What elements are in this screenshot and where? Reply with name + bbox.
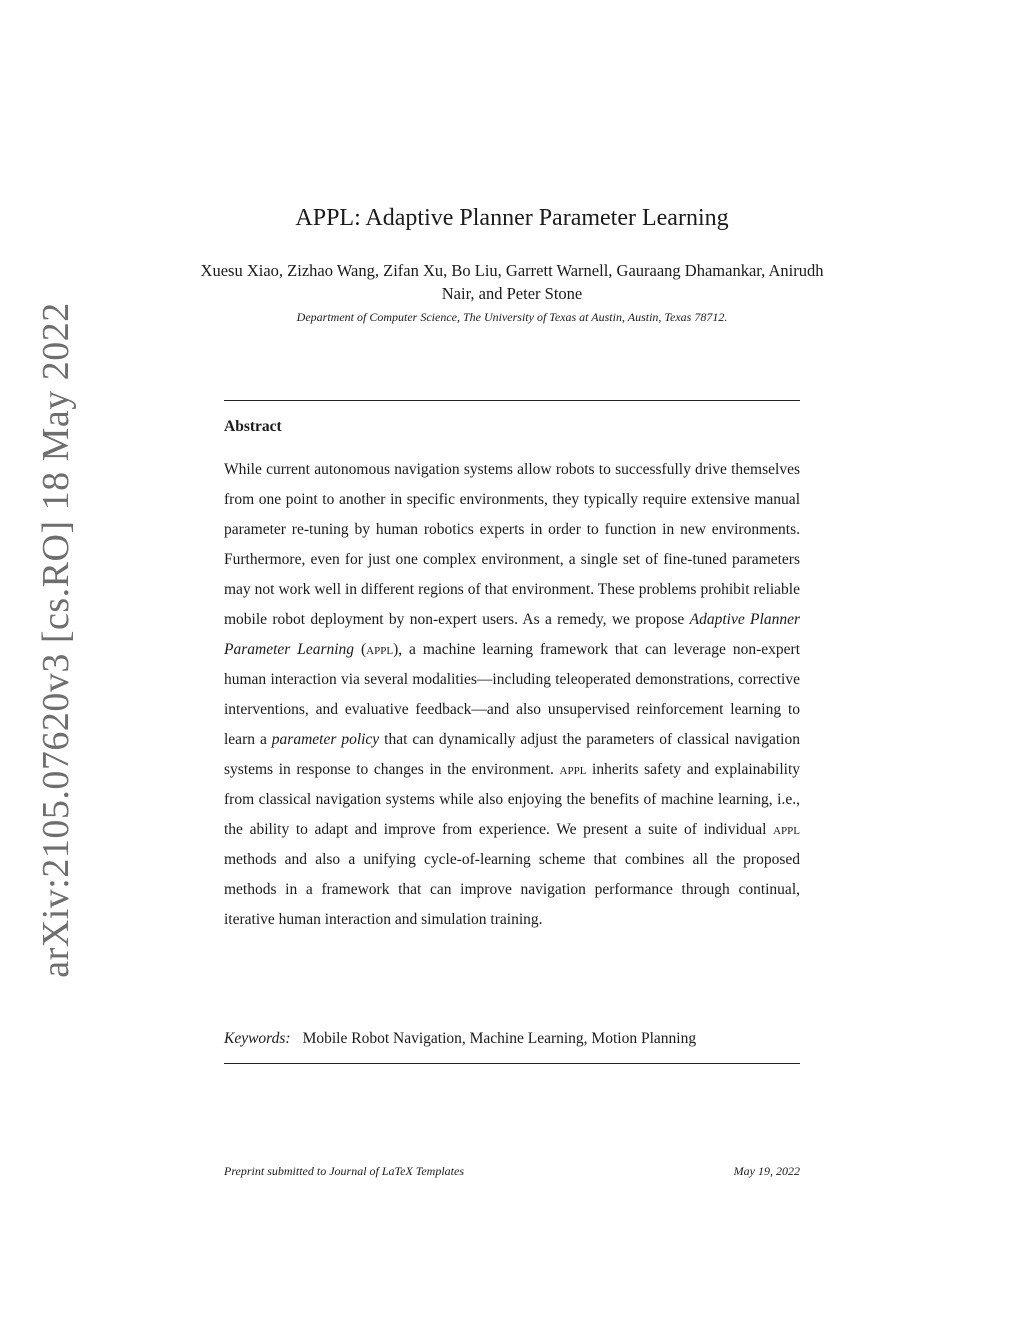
abstract-top-rule (224, 400, 800, 401)
abstract-acronym: appl (366, 641, 394, 658)
keywords-text: Mobile Robot Navigation, Machine Learning, Motion Planning (302, 1030, 697, 1047)
abstract-heading: Abstract (224, 418, 282, 435)
abstract-text: While current autonomous navigation systems allow robots to successfully drive themselves from one point to another in specific environments, they typically require extensive manual parameter re-tuning by human robotics experts in order to function in new environments. Furthermore, even for just one complex environment, a single set of fine-tuned parameters may not work well in different regions of that environment. These problems prohibit reliable mobile robot deployment by non-expert users. As a remedy, we propose Adaptive Planner Parameter Learning (appl), a machine learning framework that can leverage non-expert human interaction via several modalities—including teleoperated demonstrations, corrective interventions, and evaluative feedback—and also unsupervised reinforcement learning to learn a parameter policy that can dynamically adjust the parameters of classical navigation systems in response to changes in the environment. appl inherits safety and explainability from classical navigation systems while also enjoying the benefits of machine learning, i.e., the ability to adapt and improve from experience. We present a suite of individual appl methods and also a unifying cycle-of-learning scheme that combines all the proposed methods in a framework that can improve navigation performance through continual, iterative human interaction and simulation training. (224, 461, 800, 928)
footer-preprint-note: Preprint submitted to Journal of LaTeX Templates (224, 1164, 465, 1178)
abstract-acronym: appl (773, 821, 800, 838)
keywords-line (224, 1027, 800, 1051)
abstract-bottom-rule (224, 1063, 800, 1064)
abstract-emphasis-parameter-policy: parameter policy (271, 731, 380, 748)
footer-date: May 19, 2022 (733, 1164, 800, 1178)
author-list: Xuesu Xiao, Zizhao Wang, Zifan Xu, Bo Liu, Garrett Warnell, Gauraang Dhamankar, Anirudh Nair, and Peter Stone (200, 261, 824, 303)
keywords-label: Keywords: (224, 1030, 291, 1047)
affiliation: Department of Computer Science, The University of Texas at Austin, Austin, Texas 78712. (296, 310, 728, 324)
abstract-acronym: appl (559, 761, 587, 778)
abstract-emphasis-method-name: Adaptive Planner Parameter Learning (224, 611, 800, 658)
paper-title: APPL: Adaptive Planner Parameter Learning (295, 205, 729, 231)
arxiv-identifier-stamp: arXiv:2105.07620v3 [cs.RO] 18 May 2022 (35, 302, 77, 978)
